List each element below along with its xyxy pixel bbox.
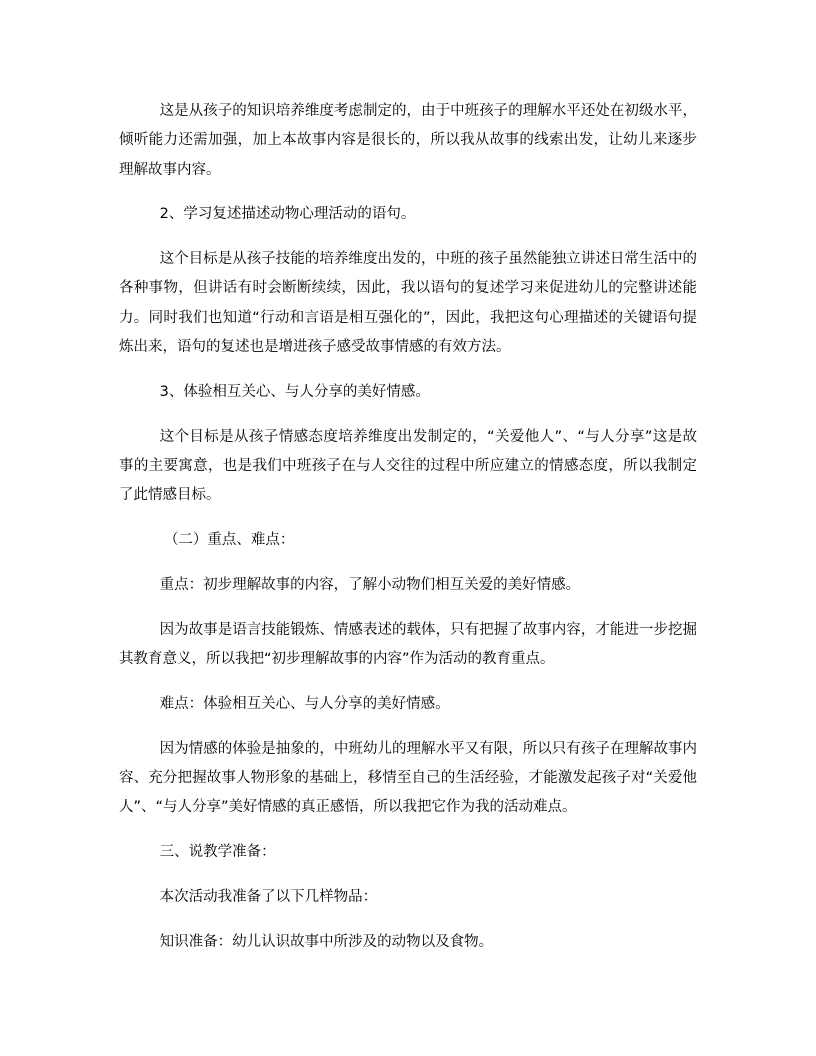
key-and-difficult-points-heading: （二）重点、难点： [163, 532, 295, 549]
paragraph-knowledge-goal-explanation: 这是从孩子的知识培养维度考虑制定的，由于中班孩子的理解水平还处在初级水平，倾听能力还需加强，加上本故事内容是很长的，所以我从故事的线索出发，让幼儿来逐步理解故事内容。 [119, 103, 697, 178]
goal-3-heading: 3、体验相互关心、与人分享的美好情感。 [159, 383, 430, 400]
teaching-preparation-heading: 三、说教学准备： [159, 843, 276, 860]
knowledge-preparation: 知识准备：幼儿认识故事中所涉及的动物以及食物。 [159, 933, 494, 950]
key-point-statement: 重点：初步理解故事的内容，了解小动物们相互关爱的美好情感。 [159, 576, 581, 593]
preparation-intro: 本次活动我准备了以下几样物品： [159, 888, 378, 905]
goal-2-heading: 2、学习复述描述动物心理活动的语句。 [159, 206, 416, 223]
document-body [119, 97, 697, 972]
paragraph-skill-goal-explanation: 这个目标是从孩子技能的培养维度出发的，中班的孩子虽然能独立讲述日常生活中的各种事物，但讲话有时会断断续续，因此，我以语句的复述学习来促进幼儿的完整讲述能力。同时我们也知道“行动和言语是相互强化的”，因此，我把这句心理描述的关键语句提炼出来，语句的复述也是增进孩子感受故事情感的有效方法。 [119, 251, 697, 356]
difficult-point-statement: 难点：体验相互关心、与人分享的美好情感。 [159, 695, 450, 712]
paragraph-difficult-point-explanation: 因为情感的体验是抽象的，中班幼儿的理解水平又有限，所以只有孩子在理解故事内容、充分把握故事人物形象的基础上，移情至自己的生活经验，才能激发起孩子对“关爱他人”、“与人分享”美好情感的真正感悟，所以我把它作为我的活动难点。 [119, 740, 697, 816]
paragraph-key-point-explanation: 因为故事是语言技能锻炼、情感表述的载体，只有把握了故事内容，才能进一步挖掘其教育意义，所以我把“初步理解故事的内容”作为活动的教育重点。 [119, 621, 697, 667]
paragraph-emotion-goal-explanation: 这个目标是从孩子情感态度培养维度出发制定的，“关爱他人”、“与人分享”这是故事的主要寓意，也是我们中班孩子在与人交往的过程中所应建立的情感态度，所以我制定了此情感目标。 [119, 428, 697, 504]
